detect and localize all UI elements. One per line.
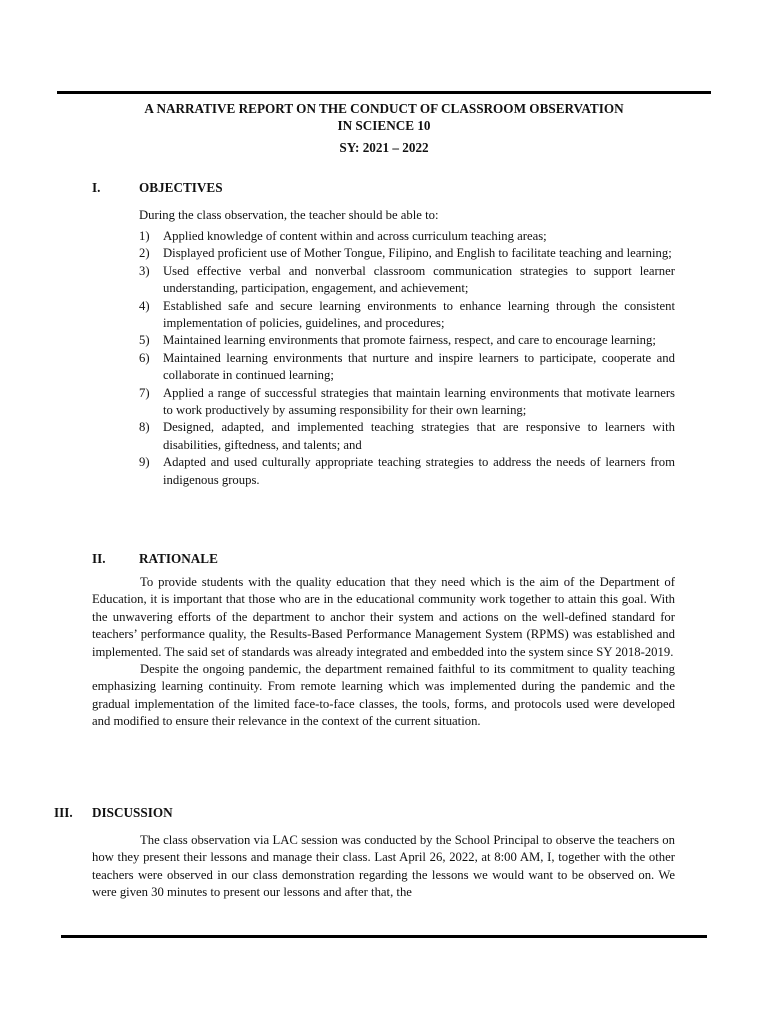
objectives-list	[139, 228, 675, 489]
list-item-text: Applied a range of successful strategies that maintain learning environments that motivate learners to work productively by assuming responsibility for their own learning;	[163, 385, 675, 418]
list-item	[139, 263, 675, 298]
list-item-text: Applied knowledge of content within and across curriculum teaching areas;	[163, 229, 547, 243]
list-item-text: Adapted and used culturally appropriate teaching strategies to address the needs of learners from indigenous groups.	[163, 455, 675, 487]
list-item-text: Displayed proficient use of Mother Tongue, Filipino, and English to facilitate teaching and learning;	[163, 246, 672, 261]
list-item-number: 8)	[139, 420, 150, 435]
list-item	[139, 298, 675, 333]
list-item-number: 9)	[139, 455, 150, 470]
document-title	[0, 100, 768, 156]
title-line-2: IN SCIENCE 10	[337, 118, 431, 133]
list-item-number: 3)	[139, 263, 150, 278]
title-line-3: SY: 2021 – 2022	[339, 140, 429, 155]
section-label: DISCUSSION	[92, 805, 173, 820]
list-item-text: Used effective verbal and nonverbal classroom communication strategies to support learner understanding, participation, engagement, and achievement;	[163, 263, 675, 296]
bottom-rule	[61, 935, 707, 938]
list-item-text: Established safe and secure learning environments to enhance learning through the consistent implementation of policies, guidelines, and procedures;	[163, 298, 675, 331]
list-item-text: Maintained learning environments that nurture and inspire learners to participate, cooperate and collaborate in continued learning;	[163, 350, 675, 383]
list-item-number: 6)	[139, 350, 150, 365]
objectives-intro: During the class observation, the teacher should be able to:	[139, 208, 439, 222]
section-number: III.	[54, 805, 73, 820]
title-line-1: A NARRATIVE REPORT ON THE CONDUCT OF CLASSROOM OBSERVATION	[144, 101, 624, 116]
list-item-text: Designed, adapted, and implemented teaching strategies that are responsive to learners with disabilities, giftedness, and talents; and	[163, 420, 675, 452]
paragraph: Despite the ongoing pandemic, the department remained faithful to its commitment to quality teaching emphasizing learning continuity. From remote learning which was implemented during the pandemic and the gradual implementation of the limited face-to-face classes, the tools, forms, and protocols used were developed and modified to ensure their relevance in the context of the current situation.	[92, 662, 675, 729]
list-item-number: 4)	[139, 298, 150, 313]
section-number: II.	[92, 551, 106, 566]
top-rule	[57, 91, 711, 94]
list-item	[139, 332, 675, 349]
list-item	[139, 419, 675, 454]
list-item	[139, 228, 675, 245]
list-item	[139, 385, 675, 420]
section-label: RATIONALE	[139, 551, 218, 566]
list-item-text: Maintained learning environments that promote fairness, respect, and care to encourage learning;	[163, 333, 656, 348]
section-label: OBJECTIVES	[139, 180, 223, 195]
list-item	[139, 350, 675, 385]
list-item	[139, 454, 675, 489]
list-item-number: 1)	[139, 229, 150, 243]
paragraph: The class observation via LAC session was conducted by the School Principal to observe the teachers on how they present their lessons and manage their class. Last April 26, 2022, at 8:00 AM, I, together with the other teachers were observed in our class demonstration regarding the lessons we would want to be observed on. We were given 30 minutes to present our lessons and after that, the	[92, 833, 675, 900]
list-item	[139, 245, 675, 262]
discussion-body	[92, 832, 675, 902]
paragraph: To provide students with the quality education that they need which is the aim of the Department of Education, it is important that those who are in the educational community work together to attain this goal. With the unwavering efforts of the department to anchor their system and actions on the well-defined standard for teachers’ performance quality, the Results-Based Performance Management System (RPMS) was established and implemented. The said set of standards was already integrated and embedded into the system since SY 2018-2019.	[92, 575, 675, 659]
rationale-body	[92, 574, 675, 731]
list-item-number: 7)	[139, 385, 150, 400]
list-item-number: 5)	[139, 333, 150, 348]
section-number: I.	[92, 180, 101, 195]
list-item-number: 2)	[139, 246, 150, 261]
